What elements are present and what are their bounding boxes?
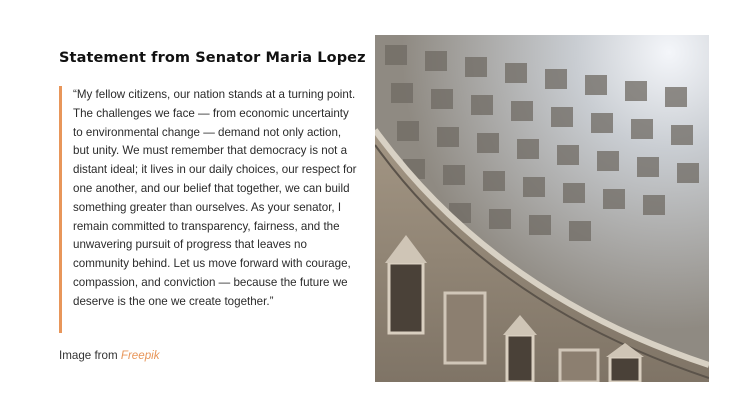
pantheon-dome-photo xyxy=(375,35,709,382)
quote-paragraph-2: The challenges we face — from economic uncertainty to environmental change — demand not only action, but unity. We must remember that democracy is not a distant ideal; it lives in our daily choices, our respect for one another, and our belief that together, we can build something greater than ourselves. As your senator, I remain committed to transparency, fairness, and the unwavering pursuit of progress that leaves no community behind. Let us move forward with courage, compassion, and conviction — because the future we deserve is the one we create together.” xyxy=(73,106,357,308)
coffer xyxy=(665,87,687,107)
coffer xyxy=(563,183,585,203)
coffer xyxy=(591,113,613,133)
coffer xyxy=(671,125,693,145)
coffer xyxy=(603,189,625,209)
coffer xyxy=(471,95,493,115)
coffer xyxy=(385,45,407,65)
freepik-link[interactable]: Freepik xyxy=(120,349,160,362)
coffer xyxy=(517,139,539,159)
coffer xyxy=(397,121,419,141)
coffer xyxy=(529,215,551,235)
coffer xyxy=(643,195,665,215)
coffer xyxy=(597,151,619,171)
coffer xyxy=(557,145,579,165)
coffer xyxy=(545,69,567,89)
coffer xyxy=(551,107,573,127)
coffer xyxy=(425,51,447,71)
coffer xyxy=(391,83,413,103)
coffer xyxy=(631,119,653,139)
coffer xyxy=(637,157,659,177)
dome-illustration xyxy=(375,35,709,382)
coffer xyxy=(483,171,505,191)
statement-title: Statement from Senator Maria Lopez xyxy=(59,50,366,66)
statement-quote xyxy=(59,86,359,333)
coffer xyxy=(585,75,607,95)
coffer xyxy=(625,81,647,101)
image-credit-prefix: Image from xyxy=(59,349,121,362)
quote-paragraph-1: “My fellow citizens, our nation stands at a turning point. xyxy=(73,88,356,101)
coffer xyxy=(465,57,487,77)
coffer xyxy=(505,63,527,83)
coffer xyxy=(437,127,459,147)
coffer xyxy=(477,133,499,153)
coffer xyxy=(569,221,591,241)
coffer xyxy=(523,177,545,197)
coffer xyxy=(489,209,511,229)
statement-section xyxy=(59,50,366,362)
coffer xyxy=(443,165,465,185)
coffer xyxy=(511,101,533,121)
image-credit xyxy=(59,349,359,362)
coffer xyxy=(431,89,453,109)
coffer xyxy=(677,163,699,183)
